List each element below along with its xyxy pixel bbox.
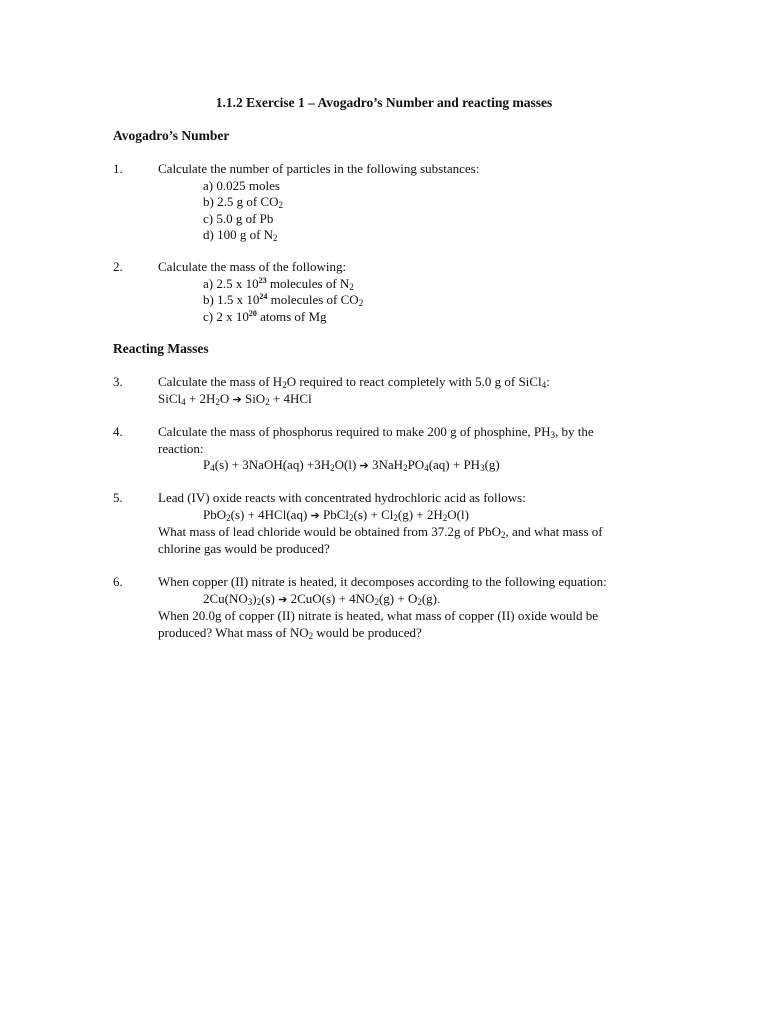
- question-6: [113, 574, 643, 641]
- part-a: a) 2.5 x $10^{23}$ molecules of $N_2$: [203, 275, 354, 292]
- question-3: [113, 374, 643, 408]
- part-c: c) 2 x $10^{20}$ atoms of Mg: [203, 308, 327, 324]
- question-5: [113, 490, 643, 557]
- part-d: d) 100 g of $N_2$: [203, 227, 278, 243]
- question-text: Calculate the mass of $H_2O$ required to react completely with 5.0 g of SiCl$_4$:: [158, 374, 550, 390]
- question-text-cont: reaction:: [158, 440, 204, 456]
- equation: $P_4(s)$ + 3NaOH(aq) $+3H_2O(l)$ ➔ $3NaH_2PO_4(aq) + PH_3(g)$: [203, 457, 500, 473]
- part-a: a) 0.025 moles: [203, 177, 280, 193]
- question-number: 1.: [113, 161, 123, 176]
- question-number: 3.: [113, 374, 123, 389]
- question-text-cont: produced? What mass of $NO_2$ would be produced?: [158, 624, 422, 641]
- question-text: Lead (IV) oxide reacts with concentrated hydrochloric acid as follows:: [158, 490, 526, 505]
- question-text: Calculate the mass of phosphorus required to make 200 g of phosphine, $PH_3$, by the: [158, 424, 594, 440]
- question-text-cont: chlorine gas would be produced?: [158, 540, 330, 556]
- equation: SiCl$_4$ + $2H_2O$ ➔ SiO$_2$ + 4HCl: [158, 390, 312, 407]
- question-text-cont: When 20.0g of copper (II) nitrate is heated, what mass of copper (II) oxide would be: [158, 608, 599, 623]
- question-number: 5.: [113, 490, 123, 505]
- section-heading-reacting-masses: Reacting Masses: [113, 341, 209, 356]
- question-text: Calculate the mass of the following:: [158, 259, 347, 274]
- question-text-cont: What mass of lead chloride would be obtained from 37.2g of PbO$_2$, and what mass of: [158, 524, 603, 540]
- arrow-icon: ➔: [278, 593, 288, 606]
- question-2: [113, 259, 643, 325]
- question-text: Calculate the number of particles in the following substances:: [158, 161, 480, 176]
- arrow-icon: ➔: [359, 460, 369, 472]
- question-number: 6.: [113, 574, 123, 589]
- equation: PbO$_2$(s) + 4HCl(aq) ➔ PbCl$_2$(s) + $Cl_2(g) + 2H_2O(l)$: [203, 506, 469, 523]
- part-b: b) 1.5 x $10^{24}$ molecules of $CO_2$: [203, 292, 364, 308]
- question-4: [113, 424, 643, 475]
- question-1: [113, 161, 643, 244]
- arrow-icon: ➔: [310, 509, 320, 522]
- equation: $2Cu(NO_3)_2(s)$ ➔ $2CuO(s) + 4NO_2(g) + O_2(g)$.: [203, 590, 441, 607]
- part-b: b) 2.5 g of $CO_2$: [203, 194, 283, 210]
- part-c: c) 5.0 g of Pb: [203, 210, 274, 226]
- section-heading-avogadro: Avogadro’s Number: [113, 128, 230, 143]
- question-number: 4.: [113, 424, 123, 439]
- arrow-icon: ➔: [232, 393, 242, 406]
- question-text: When copper (II) nitrate is heated, it decomposes according to the following equation:: [158, 574, 607, 589]
- question-number: 2.: [113, 259, 123, 274]
- page-title: 1.1.2 Exercise 1 – Avogadro’s Number and reacting masses: [215, 95, 553, 110]
